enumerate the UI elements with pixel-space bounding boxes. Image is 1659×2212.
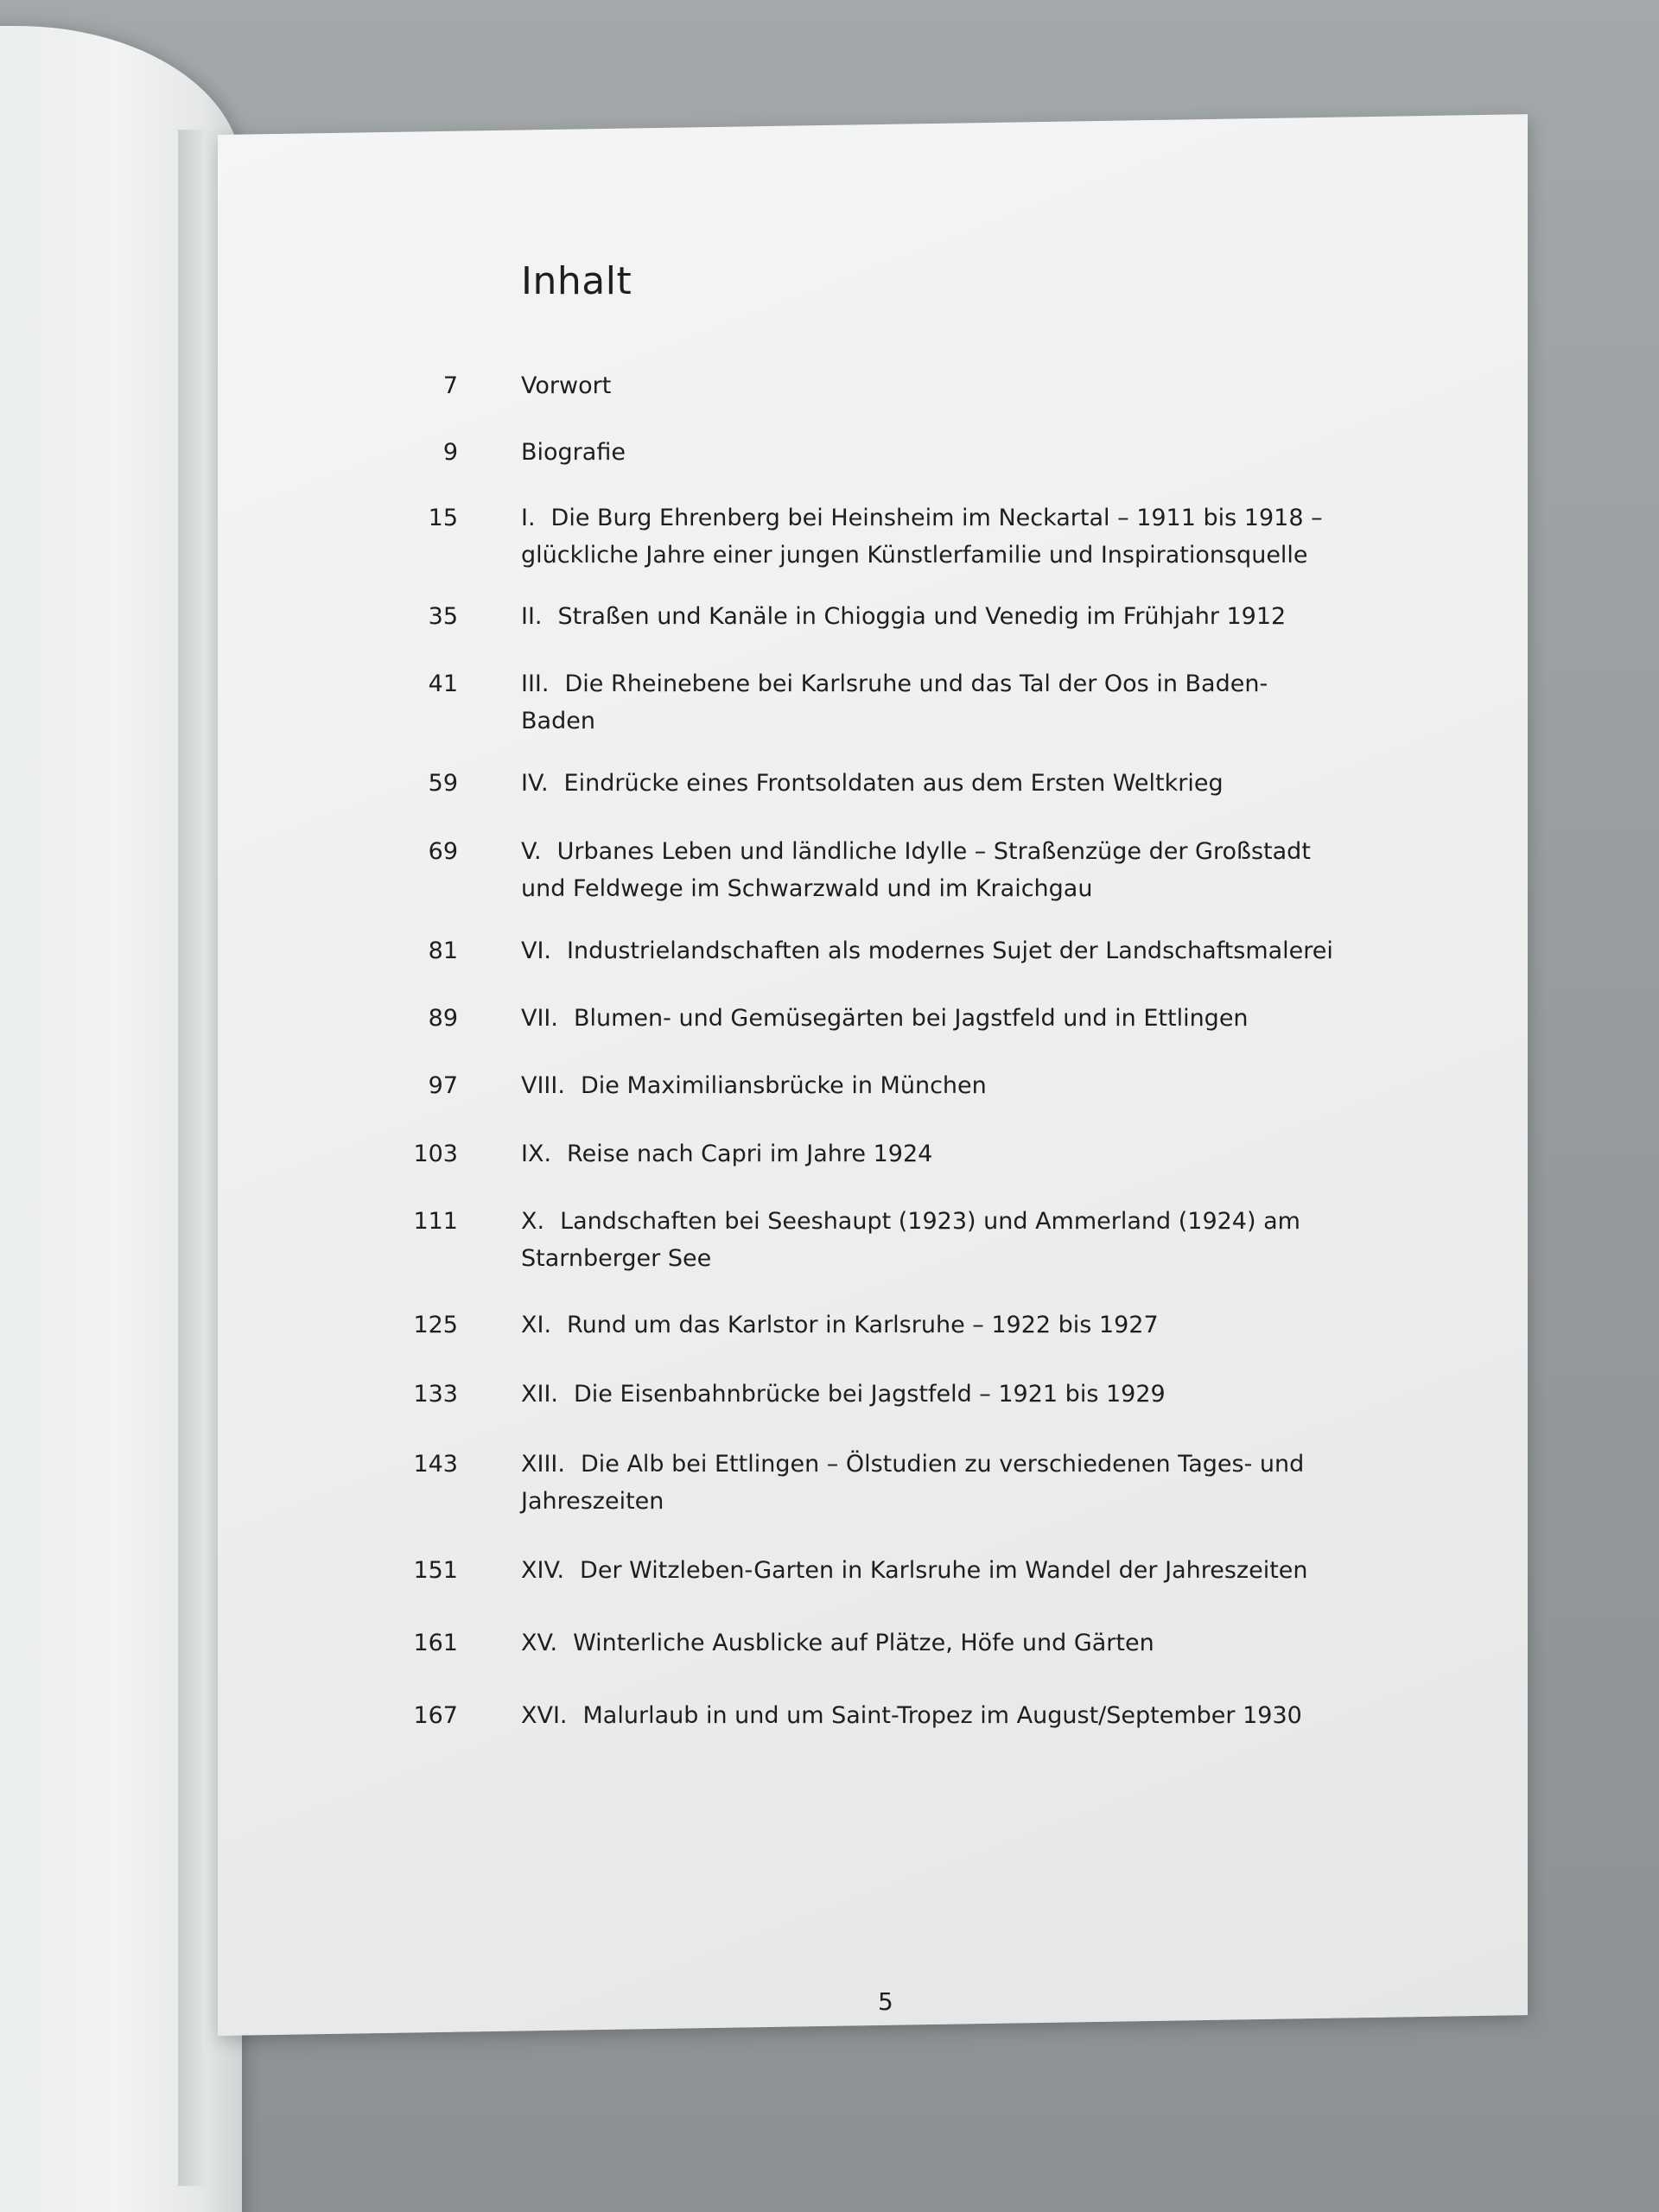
toc-entry-text bbox=[521, 1624, 1299, 1662]
toc-entry-text bbox=[521, 932, 1333, 969]
toc-chapter-numeral: IX. bbox=[521, 1141, 552, 1167]
toc-page-number: 7 bbox=[442, 372, 458, 399]
toc-chapter-numeral: XII. bbox=[521, 1381, 559, 1408]
toc-entry-line: Malurlaub in und um Saint-Tropez im August/September 1930 bbox=[582, 1702, 1302, 1729]
toc-entry-line: Die Burg Ehrenberg bei Heinsheim im Neckartal – 1911 bis 1918 – bbox=[550, 505, 1323, 531]
toc-chapter-numeral: XIV. bbox=[521, 1557, 565, 1584]
toc-entry-text bbox=[521, 665, 1299, 740]
toc-entry-line: Die Alb bei Ettlingen – Ölstudien zu verschiedenen Tages- und bbox=[580, 1451, 1305, 1478]
toc-page-number: 125 bbox=[413, 1312, 458, 1338]
toc-entry-line: und Feldwege im Schwarzwald und im Kraichgau bbox=[521, 875, 1093, 902]
toc-entry-line: Urbanes Leben und ländliche Idylle – Straßenzüge der Großstadt bbox=[556, 838, 1311, 865]
toc-entry-line: Vorwort bbox=[521, 372, 612, 399]
toc-chapter-numeral: IV. bbox=[521, 770, 549, 797]
toc-entry-text bbox=[521, 598, 1299, 635]
toc-entry-text bbox=[521, 1376, 1299, 1413]
toc-page-number: 103 bbox=[413, 1141, 458, 1167]
toc-chapter-numeral: VII. bbox=[521, 1005, 558, 1032]
toc-page-number: 35 bbox=[428, 603, 458, 630]
toc-chapter-numeral: II. bbox=[521, 603, 543, 630]
toc-entry-text bbox=[521, 1306, 1299, 1344]
toc-entry-text bbox=[521, 367, 1299, 404]
toc-page-number: 161 bbox=[413, 1630, 458, 1656]
toc-page-number: 151 bbox=[413, 1557, 458, 1584]
toc-chapter-numeral: I. bbox=[521, 505, 536, 531]
toc-page-number: 97 bbox=[428, 1072, 458, 1099]
toc-entry-line: Winterliche Ausblicke auf Plätze, Höfe und Gärten bbox=[573, 1630, 1154, 1656]
toc-entry-line: Biografie bbox=[521, 439, 626, 466]
toc-chapter-numeral: X. bbox=[521, 1208, 545, 1235]
toc-entry-line: Landschaften bei Seeshaupt (1923) und Ammerland (1924) am bbox=[560, 1208, 1300, 1235]
toc-chapter-numeral: XV. bbox=[521, 1630, 558, 1656]
toc-page-number: 15 bbox=[428, 505, 458, 531]
toc-entry-line: Rund um das Karlstor in Karlsruhe – 1922 bis 1927 bbox=[567, 1312, 1159, 1338]
toc-entry-line: Blumen- und Gemüsegärten bei Jagstfeld und in Ettlingen bbox=[573, 1005, 1249, 1032]
toc-entry-line: Eindrücke eines Frontsoldaten aus dem Ersten Weltkrieg bbox=[563, 770, 1224, 797]
toc-entry-text bbox=[521, 1697, 1302, 1734]
toc-page-number: 9 bbox=[442, 439, 458, 466]
toc-entry-text bbox=[521, 499, 1323, 574]
toc-entry-text bbox=[521, 833, 1311, 907]
page-title: Inhalt bbox=[521, 259, 632, 303]
toc-chapter-numeral: XVI. bbox=[521, 1702, 568, 1729]
toc-entry-text bbox=[521, 1203, 1299, 1277]
toc-entry-text bbox=[521, 1067, 1299, 1104]
toc-chapter-numeral: III. bbox=[521, 671, 550, 697]
toc-page-number: 69 bbox=[428, 838, 458, 865]
toc-entry-text bbox=[521, 1552, 1308, 1589]
toc-page-number: 111 bbox=[413, 1208, 458, 1235]
toc-entry-line: Straßen und Kanäle in Chioggia und Venedig im Frühjahr 1912 bbox=[557, 603, 1287, 630]
toc-page-number: 133 bbox=[413, 1381, 458, 1408]
toc-page-number: 167 bbox=[413, 1702, 458, 1729]
toc-page-number: 143 bbox=[413, 1451, 458, 1478]
toc-entry-line: Jahreszeiten bbox=[521, 1488, 664, 1515]
toc-chapter-numeral: XI. bbox=[521, 1312, 552, 1338]
toc-entry-line: Starnberger See bbox=[521, 1245, 712, 1272]
toc-entry-line: Die Maximiliansbrücke in München bbox=[580, 1072, 987, 1099]
folio-page-number: 5 bbox=[878, 1987, 893, 2016]
toc-page-number: 81 bbox=[428, 938, 458, 964]
toc-entry-text bbox=[521, 434, 1299, 471]
toc-page-number: 59 bbox=[428, 770, 458, 797]
toc-entry-text bbox=[521, 1446, 1305, 1520]
toc-entry-line: Baden bbox=[521, 708, 595, 734]
toc-page-number: 89 bbox=[428, 1005, 458, 1032]
toc-chapter-numeral: VIII. bbox=[521, 1072, 565, 1099]
toc-entry-line: Die Rheinebene bei Karlsruhe und das Tal der Oos in Baden- bbox=[564, 671, 1268, 697]
toc-page-number: 41 bbox=[428, 671, 458, 697]
toc-entry-line: Die Eisenbahnbrücke bei Jagstfeld – 1921 bis 1929 bbox=[574, 1381, 1166, 1408]
toc-chapter-numeral: XIII. bbox=[521, 1451, 565, 1478]
toc-chapter-numeral: VI. bbox=[521, 938, 552, 964]
toc-entry-line: Industrielandschaften als modernes Sujet der Landschaftsmalerei bbox=[567, 938, 1333, 964]
toc-entry-line: glückliche Jahre einer jungen Künstlerfamilie und Inspirationsquelle bbox=[521, 542, 1308, 569]
toc-entry-line: Reise nach Capri im Jahre 1924 bbox=[567, 1141, 933, 1167]
toc-entry-line: Der Witzleben-Garten in Karlsruhe im Wandel der Jahreszeiten bbox=[580, 1557, 1308, 1584]
toc-chapter-numeral: V. bbox=[521, 838, 542, 865]
toc-entry-text bbox=[521, 1000, 1299, 1037]
toc-entry-text bbox=[521, 765, 1299, 802]
toc-entry-text bbox=[521, 1135, 1299, 1173]
